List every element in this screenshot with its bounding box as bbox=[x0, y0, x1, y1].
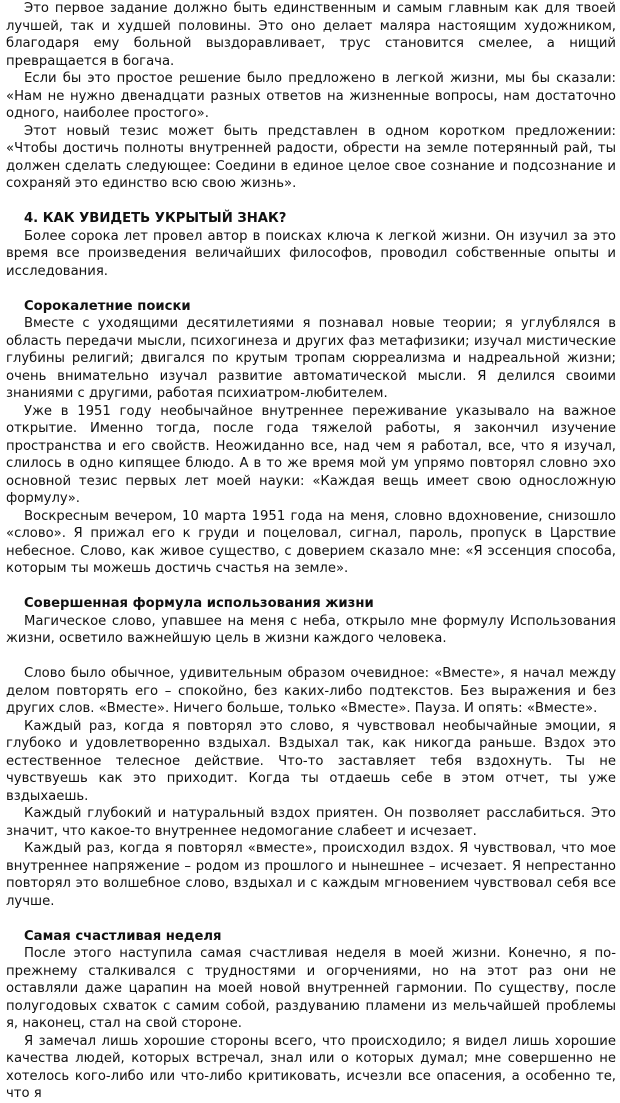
paragraph: Вместе с уходящими десятилетиями я познавал новые теории; я углублялся в область передачи мысли, психогинеза и других фаз метафизики; изучал мистические глубины религий; двигался по крутым тропам сюрреализма и надреальной жизни; очень внимательно изучал развитие автоматической мысли. Я делился своими знаниями с другими, работая психиатром-любителем. bbox=[6, 316, 616, 401]
paragraph: Каждый раз, когда я повторял «вместе», происходил вздох. Я чувствовал, что мое внутреннее напряжение – родом из прошлого и нынешнее – исчезает. Я непрестанно повторял это волшебное слово, вздыхал и с каждым мгновением чувствовал себя все лучше. bbox=[6, 841, 616, 909]
spacer bbox=[6, 648, 616, 666]
spacer bbox=[6, 193, 616, 211]
paragraph: Это первое задание должно быть единственным и самым главным как для твоей лучшей, так и худшей половины. Это оно делает маляра настоящим художником, благодаря ему больной выздоравливает, трус становится смелее, а нищий превращается в богача. bbox=[6, 1, 616, 69]
spacer bbox=[6, 280, 616, 298]
paragraph: Каждый глубокий и натуральный вздох приятен. Он позволяет расслабиться. Это значит, что какое-то внутреннее недомогание слабеет и исчезает. bbox=[6, 806, 616, 839]
paragraph: Я замечал лишь хорошие стороны всего, что происходило; я видел лишь хорошие качества людей, которых встречал, знал или о которых думал; мне совершенно не хотелось кого-либо или что-либо критиковать, исчезли все опасения, а особенно те, что я bbox=[6, 1033, 616, 1101]
chapter-heading: 4. КАК УВИДЕТЬ УКРЫТЫЙ ЗНАК? bbox=[24, 211, 287, 226]
paragraph: После этого наступила самая счастливая неделя в моей жизни. Конечно, я по-прежнему сталкивался с трудностями и огорчениями, но на этот раз они не оставляли даже царапин на моей новой внутренней гармонии. По существу, после полугодовых схваток с самим собой, раздуванию пламени из мельчайшей проблемы я, наконец, стал на свой стороне. bbox=[6, 946, 616, 1031]
section-heading: Сорокалетние поиски bbox=[24, 298, 191, 314]
paragraph: Более сорока лет провел автор в поисках ключа к легкой жизни. Он изучил за это время все произведения величайших философов, проводил собственные опыты и исследования. bbox=[6, 228, 616, 279]
paragraph: Слово было обычное, удивительным образом очевидное: «Вместе», я начал между делом повторять его – спокойно, без каких-либо подтекстов. Без выражения и без других слов. «Вместе». Ничего больше, только «Вместе». Пауза. И опять: «Вместе». bbox=[6, 666, 616, 716]
paragraph: Этот новый тезис может быть представлен в одном коротком предложении: «Чтобы достичь полноты внутренней радости, обрести на земле потерянный рай, ты должен сделать следующее: Соедини в единое целое свое сознание и подсознание и сохраняй это единство всю свою жизнь». bbox=[6, 123, 616, 191]
paragraph: Воскресным вечером, 10 марта 1951 года на меня, словно вдохновение, снизошло «слово». Я прижал его к груди и поцеловал, сигнал, пароль, пропуск в Царствие небесное. Слово, как живое существо, с доверием сказало мне: «Я эссенция способа, которым ты можешь достичь счастья на земле». bbox=[6, 508, 616, 576]
section-heading: Самая счастливая неделя bbox=[24, 928, 222, 944]
paragraph: Каждый раз, когда я повторял это слово, я чувствовал необычайные эмоции, я глубоко и удовлетворенно вздыхал. Вздыхал так, как никогда раньше. Вздох это естественное телесное действие. Что-то заставляет тебя вздохнуть. Ты не чувствуешь как это приходит. Когда ты отдаешь себе в этом отчет, ты уже вздыхаешь. bbox=[6, 718, 616, 804]
paragraph: Уже в 1951 году необычайное внутреннее переживание указывало на важное открытие. Именно тогда, после года тяжелой работы, я закончил изучение пространства и его свойств. Неожиданно все, над чем я работал, все, что я изучал, слилось в одно кипящее блюдо. А в то же время мой ум упрямо повторял словно эхо основной тезис первых лет моей науки: «Каждая вещь имеет свою односложную формулу». bbox=[6, 403, 616, 506]
section-heading: Совершенная формула использования жизни bbox=[24, 596, 374, 611]
spacer bbox=[6, 910, 616, 928]
paragraph: Если бы это простое решение было предложено в легкой жизни, мы бы сказали: «Нам не нужно двенадцати разных ответов на жизненные вопросы, нам достаточно одного, наиболее простого». bbox=[6, 71, 616, 121]
paragraph: Магическое слово, упавшее на меня с неба, открыло мне формулу Использования жизни, осветило важнейшую цель в жизни каждого человека. bbox=[6, 613, 616, 646]
spacer bbox=[6, 578, 616, 596]
